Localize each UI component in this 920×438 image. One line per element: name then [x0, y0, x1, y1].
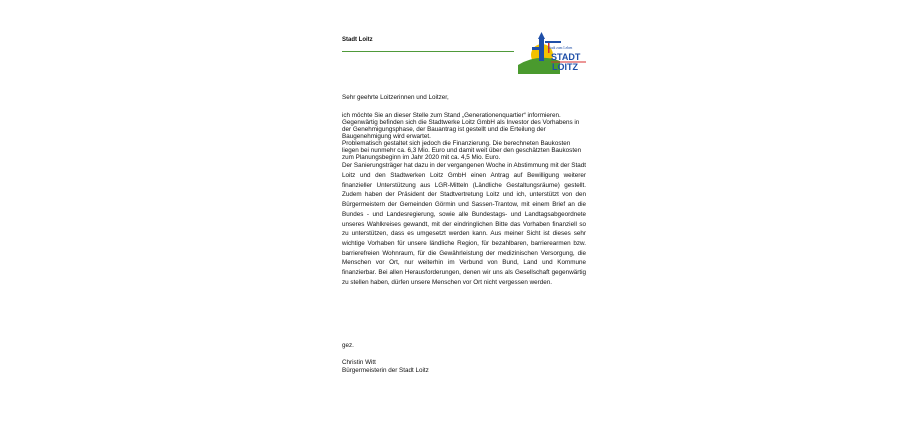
letter-paragraph: Problematisch gestaltet sich jedoch die Finanzierung. Die berechneten Baukosten liegen bei nunmehr ca. 6,3 Mio. Euro und damit weit über den geschätzten Baukosten zum Planungsbeginn im Jahr 2020 mit ca. 4,5 Mio. Euro. [342, 140, 582, 162]
letter-paragraph: Der Sanierungsträger hat dazu in der vergangenen Woche in Abstimmung mit der Stadt Loitz und den Stadtwerken Loitz GmbH einen Antrag auf Bewilligung weiterer finanzieller Unterstützung aus LGR-Mitteln (Ländliche Gestaltungsräume) gestellt. Zudem haben der Präsident der Stadtvertretung Loitz und ich, unterstützt von den Bürgermeistern der Gemeinden Görmin und Sassen-Trantow, mit einem Brief an die Bundes - und Landesregierung, sowie alle Bundestags- und Landtagsabgeordnete unseres Wahlkreises gewandt, mit der eindringlichen Bitte das Vorhaben finanziell so zu unterstützen, dass es umgesetzt werden kann. Aus meiner Sicht ist dieses sehr wichtige Vorhaben für unsere ländliche Region, für bezahlbaren, barrierearmen bzw. barrierefreien Wohnraum, für die Gewährleistung der medizinischen Versorgung, die Menschen vor Ort, nur weiterhin im Verbund von Bund, Land und Kommune finanzierbar. Bei allen Herausforderungen, denen wir uns als Gesellschaft gegenwärtig zu stellen haben, dürfen unsere Menschen vor Ort nicht vergessen werden. [342, 162, 586, 286]
letter-closing-block [342, 342, 429, 376]
logo-tagline: Stadt zum Leben [548, 46, 573, 50]
letter-salutation: Sehr geehrte Loitzerinnen und Loitzer, [342, 94, 449, 101]
logo-wordmark-line2: LOITZ [552, 62, 578, 72]
header-divider [342, 51, 514, 52]
header-org-name: Stadt Loitz [342, 37, 373, 43]
letter-body [342, 94, 586, 288]
letter-closing: gez. [342, 342, 354, 349]
logo-wordmark-line1: STADT [551, 52, 581, 62]
letter-page [309, 0, 611, 438]
letter-paragraph: ich möchte Sie an dieser Stelle zum Stand „Generationenquartier“ informieren. [342, 112, 561, 120]
signer-name: Christin Witt [342, 358, 376, 366]
letter-paragraph: Gegenwärtig befinden sich die Stadtwerke Loitz GmbH als Investor des Vorhabens in der Genehmigungsphase, der Bauantrag ist gestellt und die Erteilung der Baugenehmigung wird erwartet. [342, 119, 580, 141]
signer-title: Bürgermeisterin der Stadt Loitz [342, 367, 429, 375]
stadt-loitz-logo [518, 31, 587, 74]
